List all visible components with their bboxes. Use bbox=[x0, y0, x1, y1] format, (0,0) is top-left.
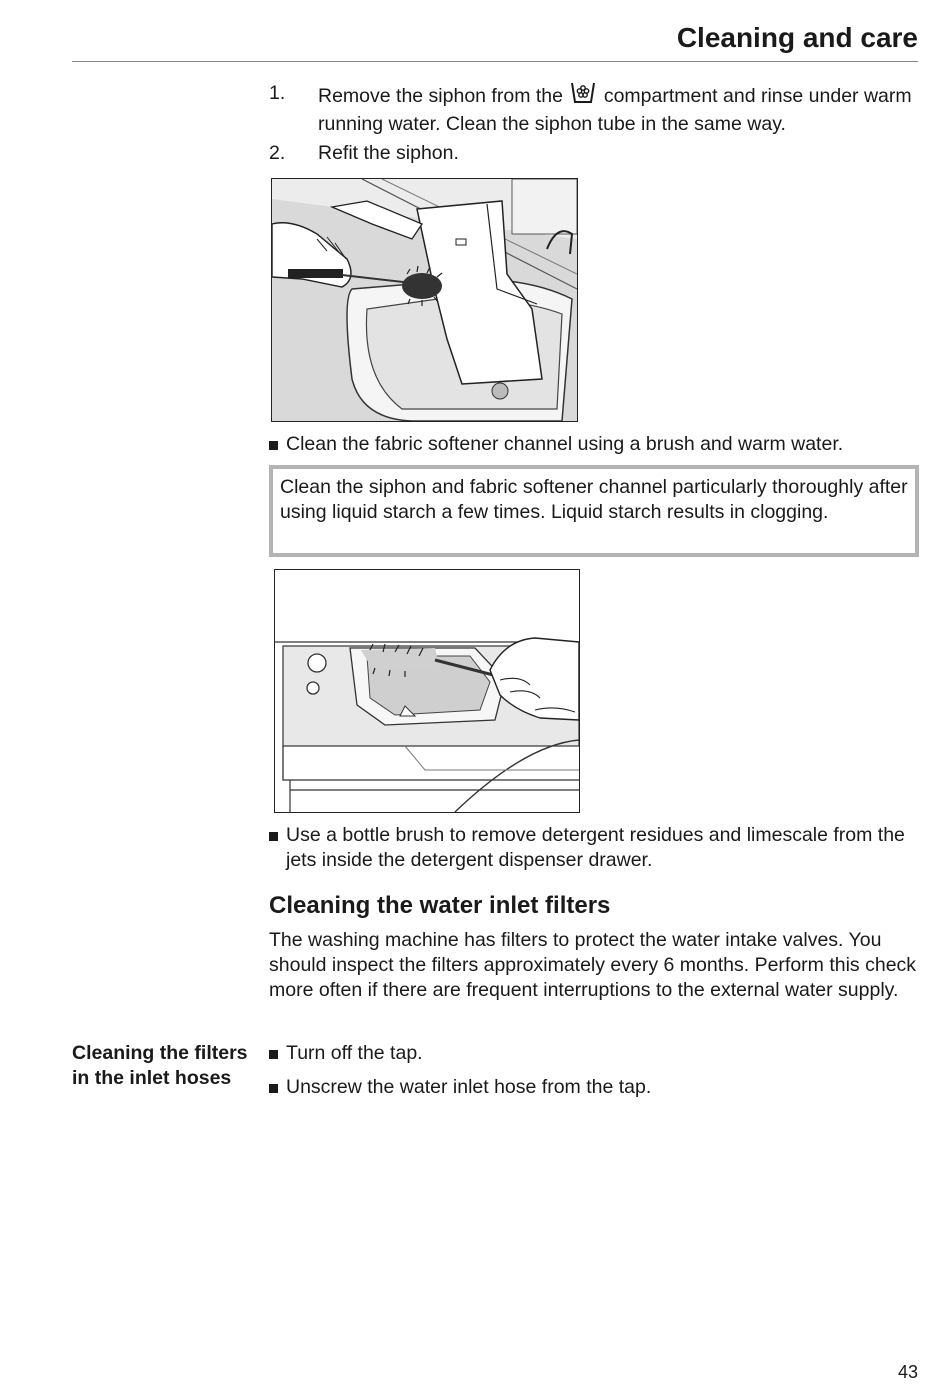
bullet-text: Use a bottle brush to remove detergent residues and limescale from the jets inside the detergent dispenser drawer. bbox=[286, 824, 905, 871]
bullet-text: Clean the fabric softener channel using a brush and warm water. bbox=[286, 433, 844, 455]
step-1 bbox=[269, 81, 919, 137]
bullet-text: Turn off the tap. bbox=[286, 1042, 423, 1064]
page-header-title: Cleaning and care bbox=[676, 22, 918, 53]
bullet-text: Unscrew the water inlet hose from the tap. bbox=[286, 1076, 652, 1098]
step-text: Refit the siphon. bbox=[318, 142, 459, 164]
fabric-softener-compartment-icon bbox=[570, 81, 596, 112]
step-2 bbox=[269, 141, 919, 166]
step-number: 2. bbox=[269, 142, 286, 164]
bullet-marker bbox=[269, 1084, 278, 1093]
bullet-marker bbox=[269, 1050, 278, 1059]
page-number: 43 bbox=[897, 1362, 918, 1382]
header-divider bbox=[72, 61, 918, 62]
bullet-item bbox=[269, 1041, 921, 1066]
bullet-item bbox=[269, 1075, 921, 1100]
bullet-marker bbox=[269, 441, 278, 450]
step-text: Remove the siphon from the compartment and rinse under warm running water. Clean the siphon tube in the same way. bbox=[318, 81, 919, 137]
note-text: Clean the siphon and fabric softener channel particularly thoroughly after using liquid starch a few times. Liquid starch results in clogging. bbox=[280, 476, 908, 523]
section-paragraph: The washing machine has filters to protect the water intake valves. You should inspect the filters approximately every 6 months. Perform this check more often if there are frequent interruptions to the external water supply. bbox=[269, 929, 917, 1001]
side-heading: Cleaning the filters in the inlet hoses bbox=[72, 1042, 248, 1089]
step-number: 1. bbox=[269, 82, 286, 104]
bullet-item bbox=[269, 823, 921, 873]
bullet-item bbox=[269, 432, 921, 457]
bullet-marker bbox=[269, 832, 278, 841]
siphon-cleaning-illustration bbox=[271, 178, 578, 422]
section-heading: Cleaning the water inlet filters bbox=[269, 892, 611, 919]
note-box bbox=[269, 465, 919, 557]
detergent-drawer-brush-illustration bbox=[274, 569, 580, 813]
